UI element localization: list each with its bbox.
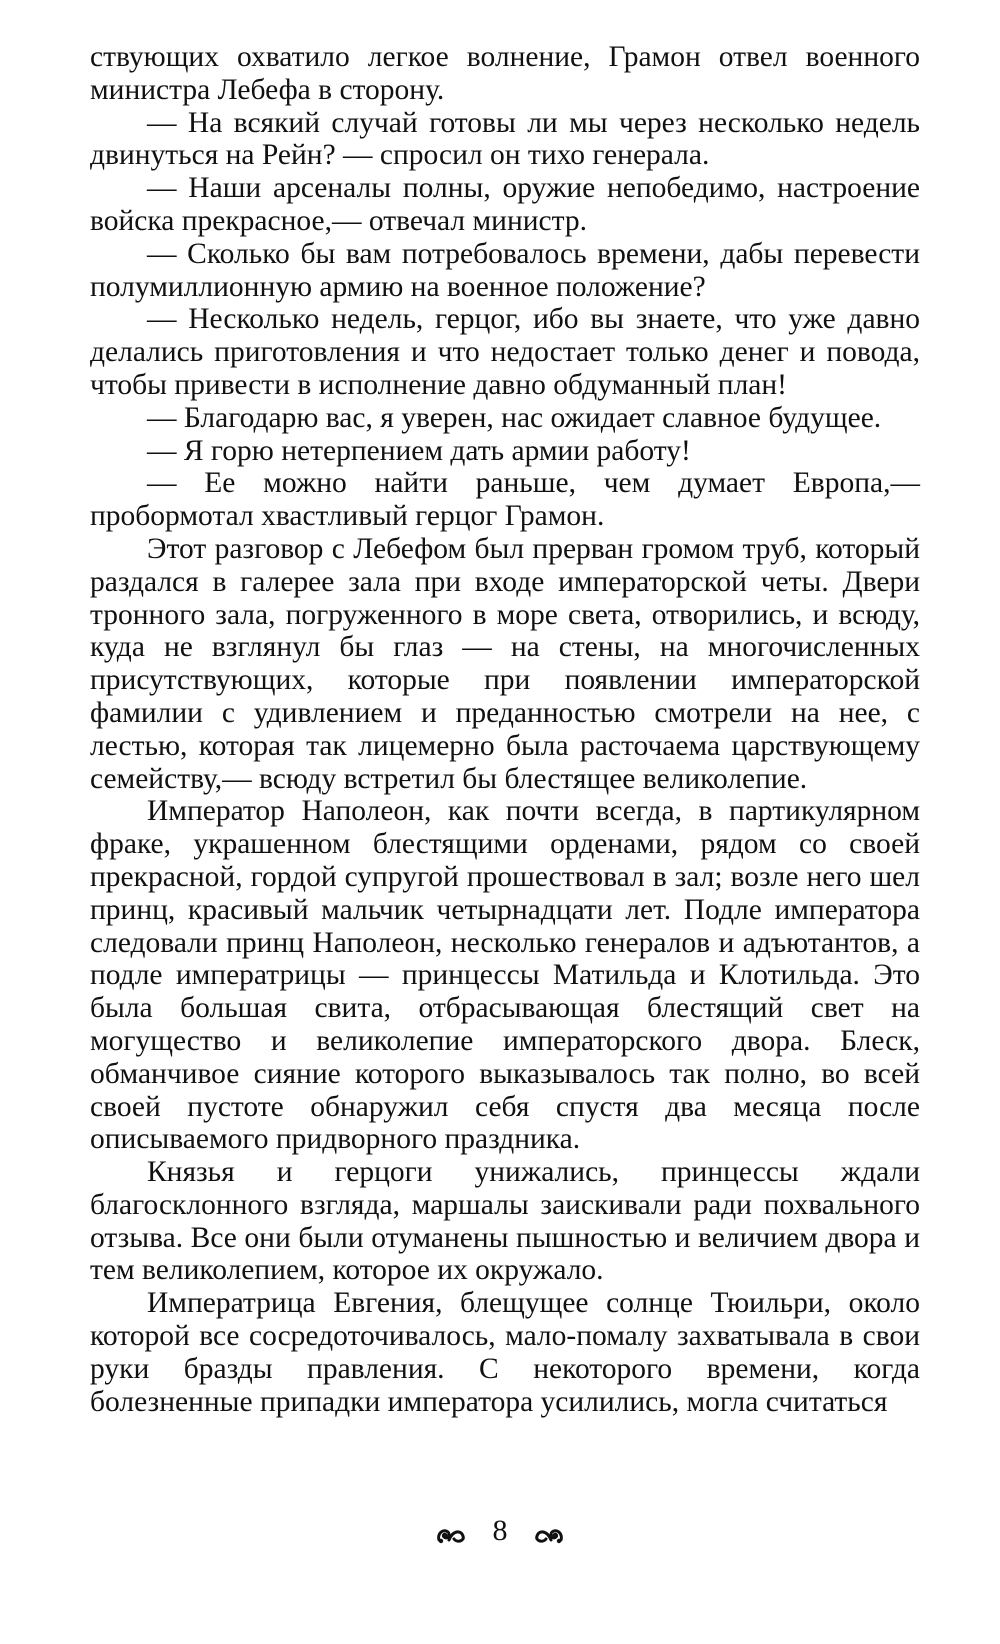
page-footer — [0, 1512, 1000, 1548]
fleuron-right-icon — [533, 1520, 565, 1542]
paragraph-1: ствующих охватило легкое волнение, Грамон отвел военного министра Лебефа в сторону. — [90, 41, 920, 106]
paragraph-5: — Несколько недель, герцог, ибо вы знаете, что уже давно делались приготовления и что недостает только денег и повода, чтобы привести в исполнение давно обдуманный план! — [90, 303, 920, 401]
paragraph-6: — Благодарю вас, я уверен, нас ожидает славное будущее. — [147, 401, 882, 434]
paragraph-3: — Наши арсеналы полны, оружие непобедимо, настроение войска прекрасное,— отвечал министр. — [90, 172, 920, 237]
paragraph-4: — Сколько бы вам потребовалось времени, дабы перевести полумиллионную армию на военное положение? — [90, 237, 920, 303]
paragraph-7: — Я горю нетерпением дать армии работу! — [147, 434, 691, 467]
body-text — [90, 41, 920, 1418]
page-number: 8 — [492, 1514, 508, 1548]
paragraph-9: Этот разговор с Лебефом был прерван громом труб, который раздался в галерее зала при входе императорской четы. Двери тронного зала, погруженного в море света, отворились, и всюду, куда не взглянул бы глаз — на стены, на многочисленных присутствующих, которые при появлении императорской фамилии с удивлением и преданностью смотрели на нее, с лестью, которая так лицемерно была расточаема царствующему семейству,— всюду встретил бы блестящее великолепие. — [90, 532, 920, 795]
paragraph-11: Князья и герцоги унижались, принцессы ждали благосклонного взгляда, маршалы заискивали ради похвального отзыва. Все они были отуманены пышностью и величием двора и тем великолепием, которое их окружало. — [90, 1156, 920, 1287]
paragraph-2: — На всякий случай готовы ли мы через несколько недель двинуться на Рейн? — спросил он тихо генерала. — [90, 106, 920, 172]
paragraph-8: — Ее можно найти раньше, чем думает Европа,— пробормотал хвастливый герцог Грамон. — [90, 467, 920, 533]
paragraph-10: Император Наполеон, как почти всегда, в партикулярном фраке, украшенном блестящими орденами, рядом со своей прекрасной, гордой супругой прошествовал в зал; возле него шел принц, красивый мальчик четырнадцати лет. Подле императора следовали принц Наполеон, несколько генералов и адъютантов, а подле императрицы — принцессы Матильда и Клотильда. Это была большая свита, отбрасывающая блестящий свет на могущество и великолепие императорского двора. Блеск, обманчивое сияние которого выказывалось так полно, во всей своей пустоте обнаружил себя спустя два месяца после описываемого придворного праздника. — [90, 795, 920, 1156]
paragraph-12: Императрица Евгения, блещущее солнце Тюильри, около которой все сосредоточивалось, мало-помалу захватывала в свои руки бразды правления. С некоторого времени, когда болезненные припадки императора усилились, могла считаться — [90, 1287, 920, 1418]
fleuron-left-icon — [435, 1520, 467, 1542]
